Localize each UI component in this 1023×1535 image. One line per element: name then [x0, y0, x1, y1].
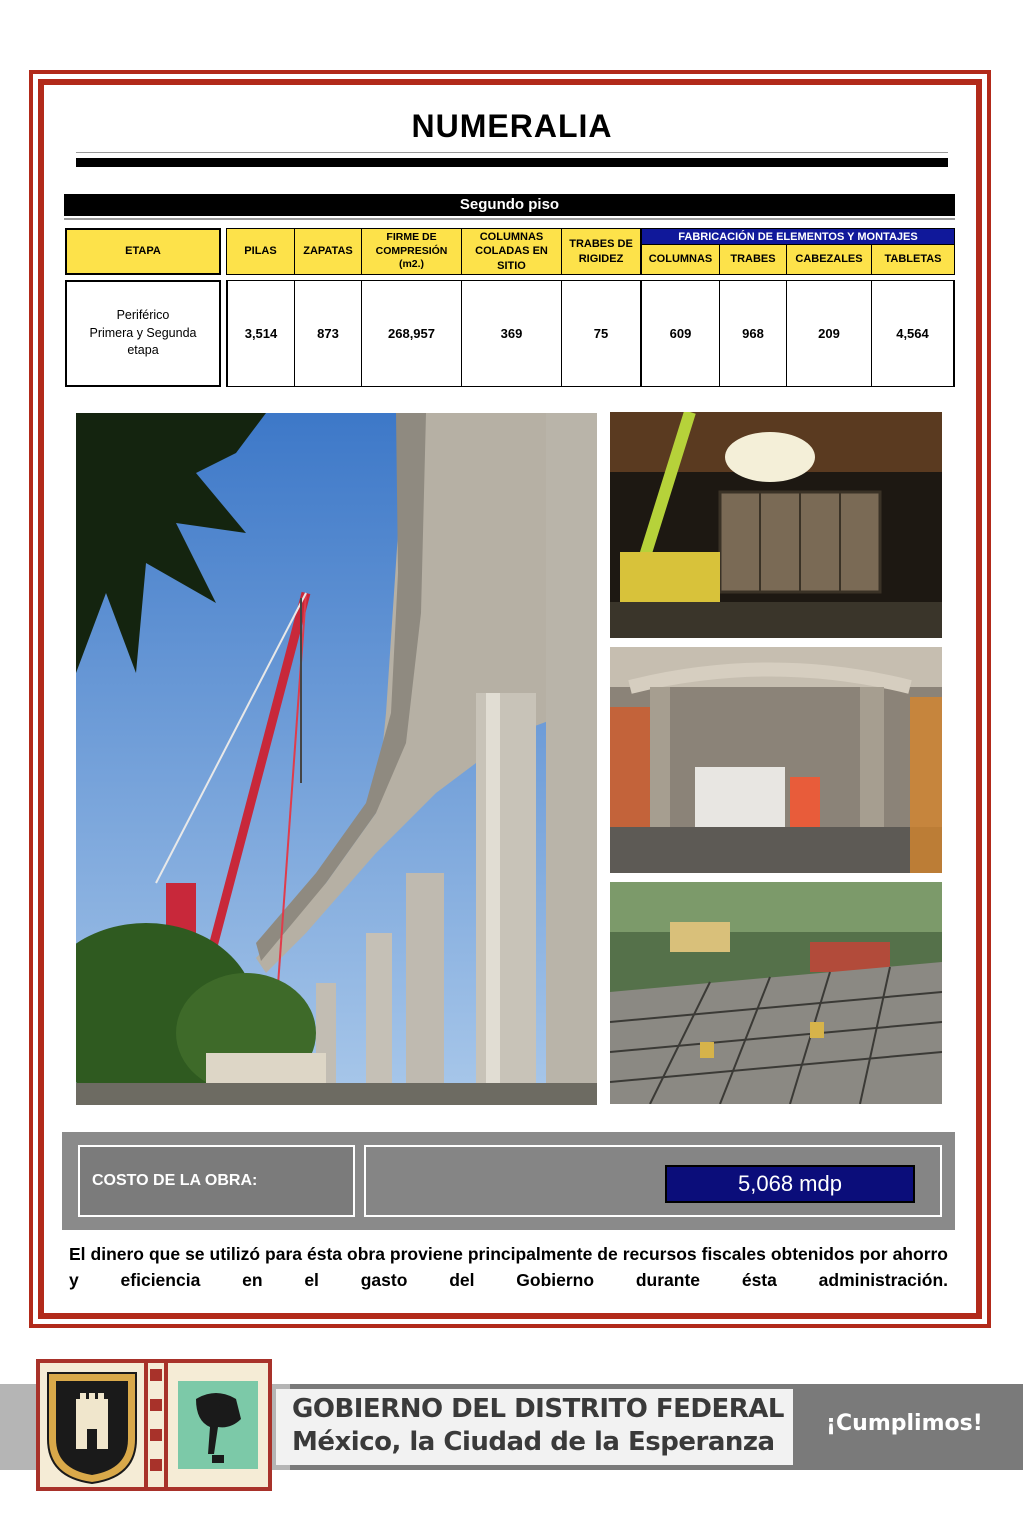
header-zapatas: ZAPATAS	[294, 228, 362, 275]
cell-etapa	[65, 280, 221, 387]
header-pilas: PILAS	[226, 228, 295, 275]
photo-highway-crane	[76, 413, 597, 1105]
cell-firme: 268,957	[361, 280, 462, 387]
footer-government-name: GOBIERNO DEL DISTRITO FEDERAL	[292, 1394, 784, 1424]
footer-city-motto: México, la Ciudad de la Esperanza	[292, 1427, 775, 1457]
cell-pilas: 3,514	[226, 280, 295, 387]
government-logo	[36, 1359, 272, 1491]
cost-value: 5,068 mdp	[665, 1165, 915, 1203]
header-trabes: TRABES	[719, 244, 787, 275]
section-divider	[64, 218, 955, 220]
cell-zapatas: 873	[294, 280, 362, 387]
photo-rebar-deck	[610, 882, 942, 1104]
cell-trabes: 968	[719, 280, 787, 387]
cell-columnas: 609	[640, 280, 720, 387]
header-etapa: ETAPA	[65, 228, 221, 275]
cell-columnas-coladas: 369	[461, 280, 562, 387]
etapa-line-1: Periférico	[116, 308, 170, 323]
title-divider-thin	[76, 152, 948, 153]
etapa-line-3: etapa	[127, 343, 159, 358]
page-title: NUMERALIA	[411, 108, 613, 144]
cell-cabezales: 209	[786, 280, 872, 387]
funding-note: El dinero que se utilizó para ésta obra proviene principalmente de recursos fiscales obtenidos por ahorro y eficiencia en el gasto del Gobierno durante ésta administración.	[69, 1244, 948, 1291]
header-tabletas: TABLETAS	[871, 244, 955, 275]
header-trabes-rigidez: TRABES DE RIGIDEZ	[561, 228, 641, 275]
photo-night-construction	[610, 412, 942, 638]
cost-label: COSTO DE LA OBRA:	[92, 1172, 258, 1189]
cell-tabletas: 4,564	[871, 280, 955, 387]
header-cabezales: CABEZALES	[786, 244, 872, 275]
footer-slogan: ¡Cumplimos!	[826, 1411, 983, 1436]
header-columnas: COLUMNAS	[641, 244, 720, 275]
etapa-line-2: Primera y Segunda	[89, 325, 197, 340]
section-heading: Segundo piso	[64, 194, 955, 216]
header-columnas-coladas: COLUMNAS COLADAS EN SITIO	[461, 228, 562, 275]
header-fabricacion: FABRICACIÓN DE ELEMENTOS Y MONTAJES	[641, 228, 955, 245]
cell-trabes-rigidez: 75	[561, 280, 641, 387]
title-divider-thick	[76, 158, 948, 167]
header-firme: FIRME DE COMPRESIÓN (m2.)	[361, 228, 462, 275]
photo-road-under-viaduct	[610, 647, 942, 873]
